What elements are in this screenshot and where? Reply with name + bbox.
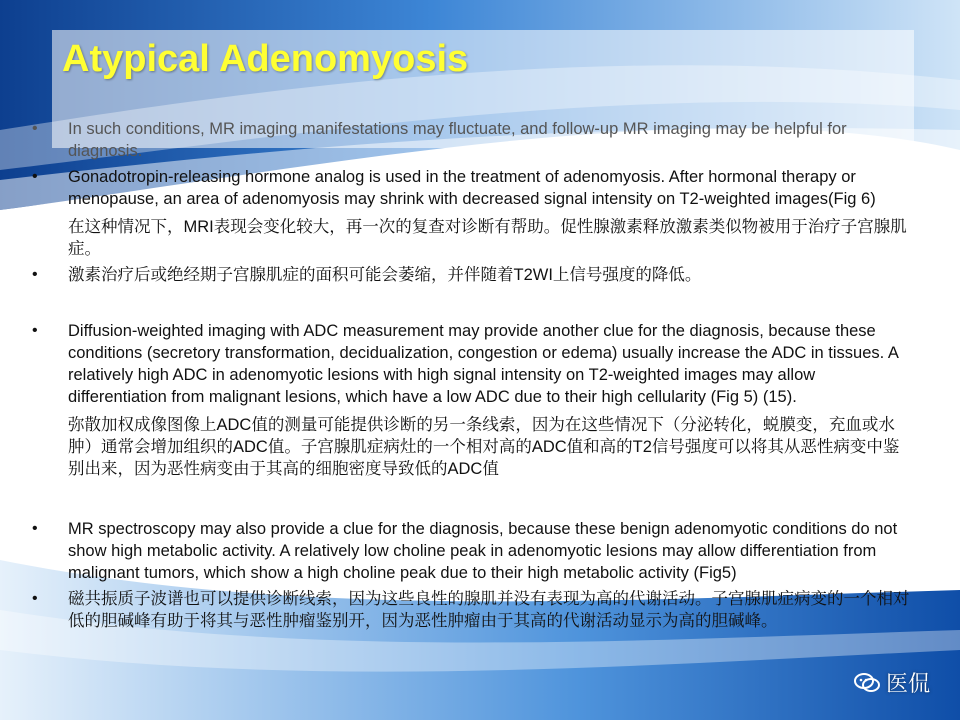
bullet-marker: •: [32, 266, 38, 283]
bullet-item-mrs: [30, 518, 910, 584]
chinese-paragraph-2: 弥散加权成像图像上ADC值的测量可能提供诊断的另一条线索，因为在这些情况下（分泌转化，蜕膜变，充血或水肿）通常会增加组织的ADC值。子宫腺肌症病灶的一个相对高的ADC值和高的T2信号强度可以将其从恶性病变中鉴别出来，因为恶性病变由于其高的细胞密度导致低的ADC值: [68, 416, 900, 478]
bullet-text: MR spectroscopy may also provide a clue for the diagnosis, because these benign adenomyotic conditions do not show high metabolic activity. A relatively low choline peak in adenomyotic lesions may allow differentiation from malignant tumors, which show a high choline peak due to their high metabolic activity (Fig5): [68, 520, 898, 582]
bullet-text: Diffusion-weighted imaging with ADC measurement may provide another clue for the diagnosis, because these conditions (secretory transformation, decidualization, congestion or edema) usually increase the ADC in tissues. A relatively high ADC in adenomyotic lesions with high signal intensity on T2-weighted images may allow differentiation from malignant lesions, which have a low ADC due to their high cellularity (Fig 5) (15).: [68, 322, 899, 406]
bullet-text: In such conditions, MR imaging manifestations may fluctuate, and follow-up MR imaging may be helpful for diagnosis.: [68, 120, 847, 160]
bullet-marker: •: [32, 168, 38, 185]
bullet-text: 激素治疗后或绝经期子宫腺肌症的面积可能会萎缩，并伴随着T2WI上信号强度的降低。: [68, 266, 702, 284]
bullet-item-followup: [30, 118, 910, 162]
bullet-text: Gonadotropin-releasing hormone analog is used in the treatment of adenomyosis. After hormonal therapy or menopause, an area of adenomyosis may shrink with decreased signal intensity on T2-weighted images(Fig 6): [68, 168, 876, 208]
bullet-item-dwi: [30, 320, 910, 408]
watermark-text: 医侃: [885, 671, 930, 696]
bullet-item-cn-mrs: [30, 588, 910, 632]
bullet-marker: •: [32, 120, 38, 137]
bullet-text: 磁共振质子波谱也可以提供诊断线索，因为这些良性的腺肌并没有表现为高的代谢活动。子宫腺肌症病变的一个相对低的胆碱峰有助于将其与恶性肿瘤鉴别开，因为恶性肿瘤由于其高的代谢活动显示为高的胆碱峰。: [68, 590, 910, 630]
bullet-marker: •: [32, 322, 38, 339]
watermark: [854, 667, 930, 698]
bullet-marker: •: [32, 590, 38, 607]
bullet-item-cn-hormone: [30, 264, 910, 286]
chinese-paragraph-1: 在这种情况下，MRI表现会变化较大，再一次的复查对诊断有帮助。促性腺激素释放激素类似物被用于治疗子宫腺肌症。: [68, 218, 907, 258]
bullet-marker: •: [32, 520, 38, 537]
slide-title: Atypical Adenomyosis: [62, 38, 469, 80]
slide-content: [30, 118, 910, 632]
bullet-item-gnrh: [30, 166, 910, 210]
wechat-icon: [854, 673, 880, 693]
